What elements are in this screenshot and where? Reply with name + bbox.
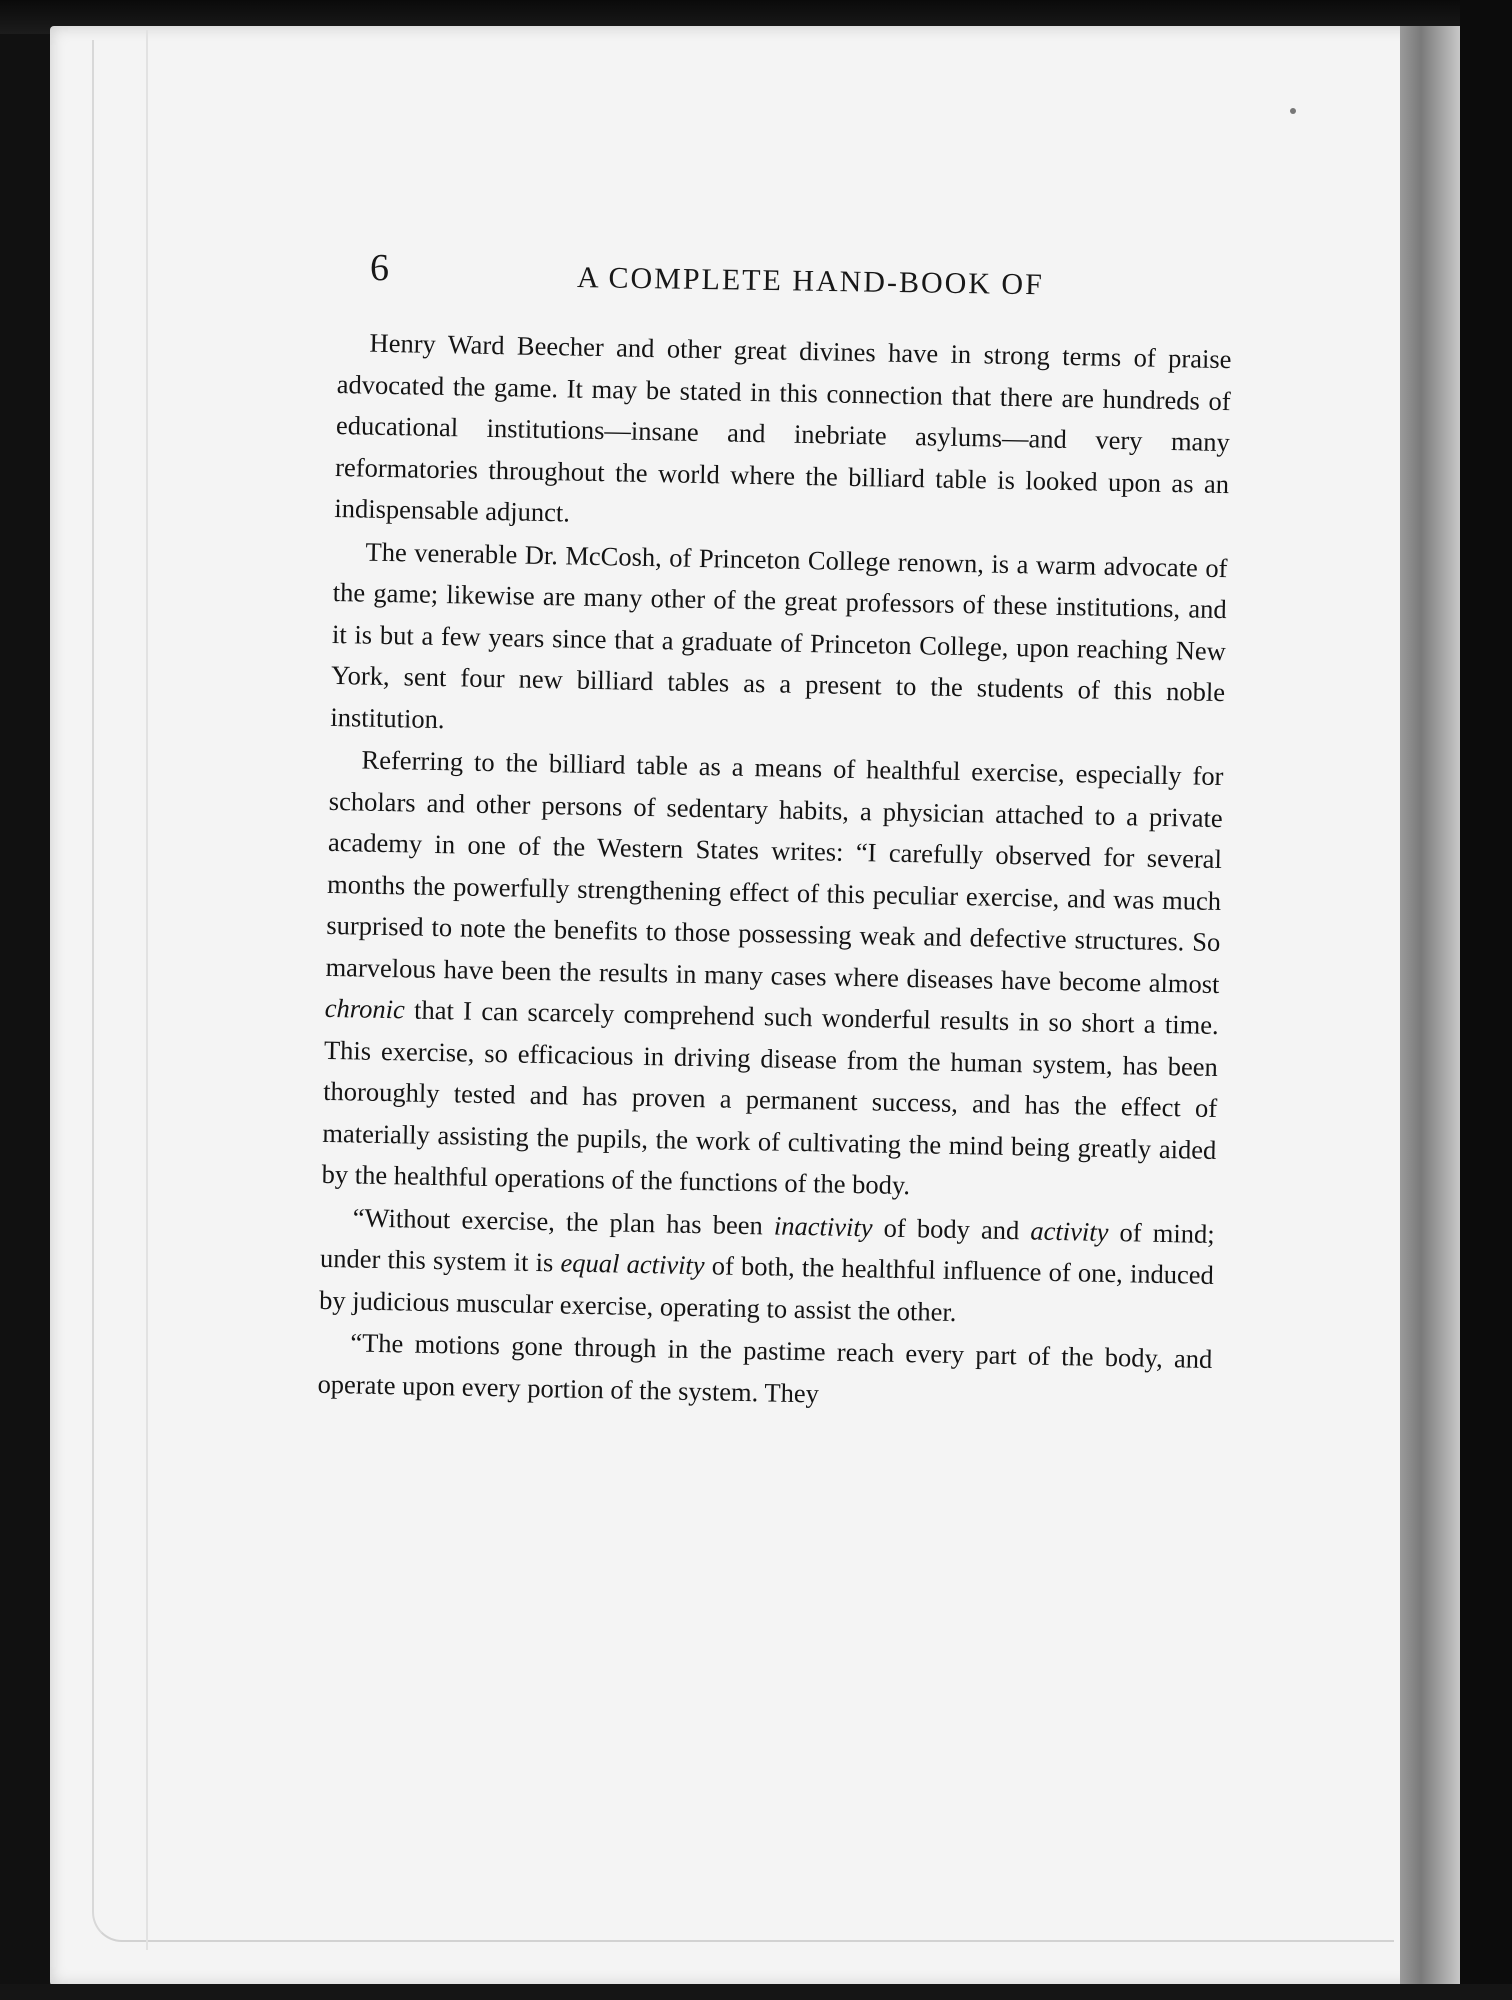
body-text	[317, 322, 1232, 1422]
paragraph-beecher: Henry Ward Beecher and other great divines have in strong terms of praise advocated the game. It may be stated in this connection that there are hundreds of educational institutions—insane and inebriate asylums—and very many reformatories throughout the world where the billiard table is looked upon as an indispensable adjunct.	[334, 327, 1232, 528]
italic-emphasis: inactivity	[773, 1210, 873, 1242]
paragraph-text: Referring to the billiard table as a means of healthful exercise, especially for scholars and other persons of sedentary habits, a physician attached to a private academy in one of the Western States writes: “I carefully observed for several months the powerfully strengthening effect of this peculiar exercise, and was much surprised to note the benefits to those possessing weak and defective structures. So marvelous have been the results in many cases where diseases have become almost	[325, 744, 1224, 999]
paragraph-text: of both, the healthful influence of one, induced by judicious muscular exercise, operating to assist the other.	[318, 1250, 1215, 1327]
page-number: 6	[370, 247, 389, 289]
paragraph-physician	[321, 739, 1224, 1213]
scan-right-margin	[1460, 0, 1512, 2000]
paragraph-motions: “The motions gone through in the pastime reach every part of the body, and operate upon every portion of the system. They	[317, 1327, 1213, 1408]
italic-emphasis: activity	[1030, 1214, 1109, 1247]
running-head	[370, 248, 1190, 308]
book-spine-edge	[1400, 26, 1460, 1986]
scan-bottom-edge	[0, 1984, 1512, 2000]
paragraph-text: “Without exercise, the plan has been	[352, 1201, 775, 1241]
italic-emphasis: equal activity	[560, 1247, 705, 1281]
paragraph-text: that I can scarcely comprehend such wonderful results in so short a time. This exercise, so efficacious in driving disease from the human system, has been thoroughly tested and has proven a permanent success, and has the effect of materially assisting the pupils, the work of cultivating the mind being greatly aided by the healthful operations of the functions of the body.	[321, 994, 1219, 1201]
paragraph-exercise	[319, 1196, 1215, 1338]
italic-emphasis: chronic	[324, 992, 406, 1025]
gutter-line	[146, 30, 148, 1950]
running-title: A COMPLETE HAND-BOOK OF	[576, 261, 1045, 302]
paragraph-text: of body and	[872, 1211, 1031, 1245]
paragraph-mccosh: The venerable Dr. McCosh, of Princeton College renown, is a warm advocate of the game; likewise are many other of the great professors of these institutions, and it is but a few years since that a graduate of Princeton College, upon reaching New York, sent four new billiard tables as a present to the students of this noble institution.	[330, 536, 1228, 734]
ink-speck	[1290, 108, 1296, 114]
paragraph-text: of mind; under this system it is	[319, 1216, 1215, 1278]
